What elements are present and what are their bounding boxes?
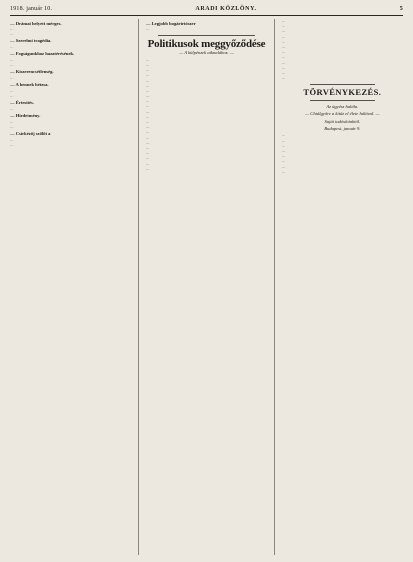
news-item-heading: — Kiszerencsétlenség. (10, 69, 54, 75)
section-title: TÖRVÉNYKEZÉS. (303, 87, 382, 98)
paragraph: … (281, 169, 286, 174)
paragraph: … (10, 93, 14, 98)
paragraph: … (281, 138, 286, 143)
article-title: Politikusok meggyőződése (147, 38, 266, 51)
paragraph: … (281, 70, 286, 75)
paragraph: … (10, 106, 14, 111)
paragraph: … (10, 137, 14, 142)
paragraph: … (281, 76, 286, 81)
paragraph: … (281, 149, 286, 154)
paragraph: … (281, 29, 286, 34)
paragraph: … (145, 120, 150, 125)
dialogue-line: … (145, 166, 150, 171)
paragraph: … (281, 34, 286, 39)
news-item-heading: — Értesítés. (10, 100, 34, 106)
case-subtitle: — Chtálgyőre a kitűz el élete hálával. — (305, 111, 380, 117)
paragraph: … (281, 60, 286, 65)
paragraph: … (145, 125, 150, 130)
paragraph: … (10, 124, 14, 129)
news-item-heading: — Csirkézőj szőlőt a (10, 130, 51, 136)
paragraph: … (281, 55, 286, 60)
dialogue-line: … (145, 156, 150, 161)
divider (310, 100, 375, 101)
paragraph: … (145, 78, 150, 83)
paragraph: … (145, 114, 150, 119)
column-rule (274, 19, 275, 555)
paragraph: … (145, 62, 150, 67)
news-item-heading: — Fogságunkhoz hazatérésének. (10, 51, 75, 57)
paragraph: … (10, 63, 14, 68)
paragraph: … (10, 88, 14, 93)
paragraph: … (145, 68, 150, 73)
paragraph: … (10, 75, 14, 80)
page-number: 5 (399, 6, 403, 12)
header-date: 1918. január 10. (10, 6, 53, 12)
paragraph: … (10, 45, 14, 50)
case-dateline: Budapest, január 9. (324, 126, 361, 132)
dialogue-line: … (145, 161, 150, 166)
column-3 (282, 19, 403, 555)
paragraph: … (281, 50, 286, 55)
paragraph: … (10, 119, 14, 124)
paragraph: … (145, 83, 150, 88)
news-item-heading: — Drámai helyett mérges. (10, 20, 62, 26)
news-item-heading: — Legjobb bogárirtószer (145, 20, 196, 26)
paragraph: … (10, 142, 14, 147)
paragraph: … (10, 32, 14, 37)
article-subtitle: — A külpénzek aiknalához. — (179, 50, 234, 56)
paragraph: … (10, 57, 14, 62)
paragraph: … (281, 154, 286, 159)
dialogue-line: … (145, 130, 150, 135)
divider (158, 35, 255, 36)
column-1 (10, 19, 131, 555)
column-rule (138, 19, 139, 555)
paragraph: … (145, 73, 150, 78)
case-byline: Saját tudósítónktól. (324, 118, 361, 124)
news-item-heading: — A bennek hétzsa. (10, 82, 49, 88)
paragraph: … (281, 39, 286, 44)
paragraph: … (145, 99, 150, 104)
news-item-heading: — Hirdetmény. (10, 112, 41, 118)
columns (10, 19, 403, 555)
dialogue-line: … (145, 145, 150, 150)
case-title: Az ügyész halála. (326, 103, 359, 109)
paragraph: … (281, 159, 286, 164)
divider (310, 84, 375, 85)
paragraph: … (281, 24, 286, 29)
paragraph: … (281, 19, 286, 23)
paragraph: … (281, 143, 286, 148)
paragraph: … (145, 109, 150, 114)
paragraph: … (145, 94, 150, 99)
newspaper-title: ARADI KÖZLÖNY. (195, 6, 257, 12)
paragraph: … (145, 57, 150, 62)
paragraph: … (145, 27, 150, 32)
paragraph: … (145, 88, 150, 93)
paragraph: … (281, 44, 286, 49)
news-item-heading: — Szerelmi tragédia. (10, 38, 52, 44)
page-header (10, 6, 403, 16)
column-2 (146, 19, 267, 555)
dialogue-line: … (145, 151, 150, 156)
dialogue-line: … (145, 135, 150, 140)
paragraph: … (145, 104, 150, 109)
dialogue-line: … (145, 140, 150, 145)
paragraph: … (10, 27, 14, 32)
paragraph: … (281, 133, 286, 138)
paragraph: … (281, 65, 286, 70)
paragraph: … (281, 164, 286, 169)
